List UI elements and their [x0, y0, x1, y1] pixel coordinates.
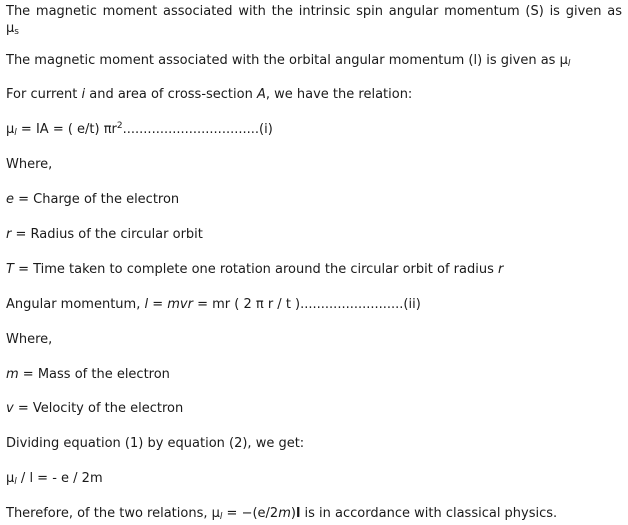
definition-e: e = Charge of the electron	[6, 192, 180, 207]
definition-t: T = Time taken to complete one rotation around the circular orbit of radius r	[6, 262, 504, 277]
equation-i: $\mu_l$ = IA = ( e/t) $\pi r^2.................................(i)$	[6, 121, 273, 138]
dividing-statement: Dividing equation (1) by equation (2), we get:	[6, 436, 305, 451]
paragraph-orbital-moment: The magnetic moment associated with the orbital angular momentum (l) is given as $\mu_l$	[6, 53, 571, 69]
conclusion: Therefore, of the two relations, $\mu_l = -(e/2m)l$ is in accordance with classical physics.	[6, 506, 558, 522]
definition-r: r = Radius of the circular orbit	[6, 227, 203, 242]
definition-m: m = Mass of the electron	[6, 367, 170, 382]
definition-v: v = Velocity of the electron	[6, 401, 184, 416]
paragraph-spin-moment: The magnetic moment associated with the intrinsic spin angular momentum (S) is given as $\mu_s$	[6, 4, 622, 37]
where-label-1: Where,	[6, 157, 53, 172]
paragraph-current-area: For current i and area of cross-section A, we have the relation:	[6, 87, 413, 102]
ratio-equation: $\mu_l$ / l = - e / 2m	[6, 471, 103, 487]
where-label-2: Where,	[6, 332, 53, 347]
equation-ii: Angular momentum, l = mvr = mr ( 2 π r / t ).........................(ii)	[6, 297, 421, 312]
